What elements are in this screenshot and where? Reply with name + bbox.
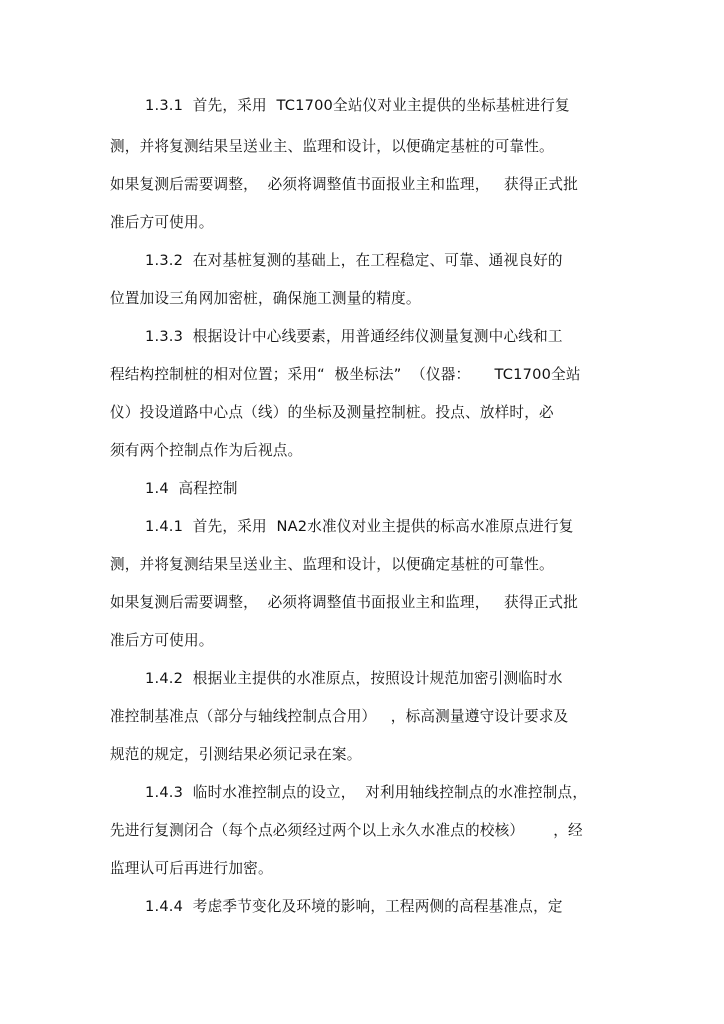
text-line: 测，并将复测结果呈送业主、监理和设计，以便确定基桩的可靠性。 <box>110 138 554 155</box>
text-line: 1.3.2 在对基桩复测的基础上，在工程稳定、可靠、通视良好的 <box>145 252 563 269</box>
text-line: 监理认可后再进行加密。 <box>110 860 273 877</box>
text-line: 准后方可使用。 <box>110 214 214 231</box>
text-line: 1.3.3 根据设计中心线要素，用普通经纬仪测量复测中心线和工 <box>145 328 563 345</box>
text-line: 1.4.1 首先，采用 NA2水准仪对业主提供的标高水准原点进行复 <box>145 518 574 535</box>
section-heading: 1.4 高程控制 <box>145 480 238 497</box>
text-line: 如果复测后需要调整， 必须将调整值书面报业主和监理， 获得正式批 <box>110 594 579 611</box>
text-line: 规范的规定，引测结果必须记录在案。 <box>110 746 362 763</box>
text-line: 准后方可使用。 <box>110 632 214 649</box>
text-line: 1.3.1 首先，采用 TC1700全站仪对业主提供的坐标基桩进行复 <box>145 97 570 114</box>
text-line: 仪）投设道路中心点（线）的坐标及测量控制桩。投点、放样时，必 <box>110 404 554 421</box>
text-line: 1.4.3 临时水准控制点的设立， 对利用轴线控制点的水准控制点， <box>145 784 588 801</box>
text-line: 准控制基准点（部分与轴线控制点合用） ，标高测量遵守设计要求及 <box>110 708 569 725</box>
text-line: 先进行复测闭合（每个点必须经过两个以上永久水准点的校核） ，经 <box>110 822 583 839</box>
text-line: 测，并将复测结果呈送业主、监理和设计，以便确定基桩的可靠性。 <box>110 556 554 573</box>
text-line: 程结构控制桩的相对位置；采用“ 极坐标法” （仪器： TC1700全站 <box>110 366 581 383</box>
text-line: 须有两个控制点作为后视点。 <box>110 442 303 459</box>
text-line: 1.4.4 考虑季节变化及环境的影响，工程两侧的高程基准点，定 <box>145 898 563 915</box>
text-line: 位置加设三角网加密桩，确保施工测量的精度。 <box>110 290 421 307</box>
text-line: 如果复测后需要调整， 必须将调整值书面报业主和监理， 获得正式批 <box>110 176 579 193</box>
text-line: 1.4.2 根据业主提供的水准原点，按照设计规范加密引测临时水 <box>145 670 563 687</box>
